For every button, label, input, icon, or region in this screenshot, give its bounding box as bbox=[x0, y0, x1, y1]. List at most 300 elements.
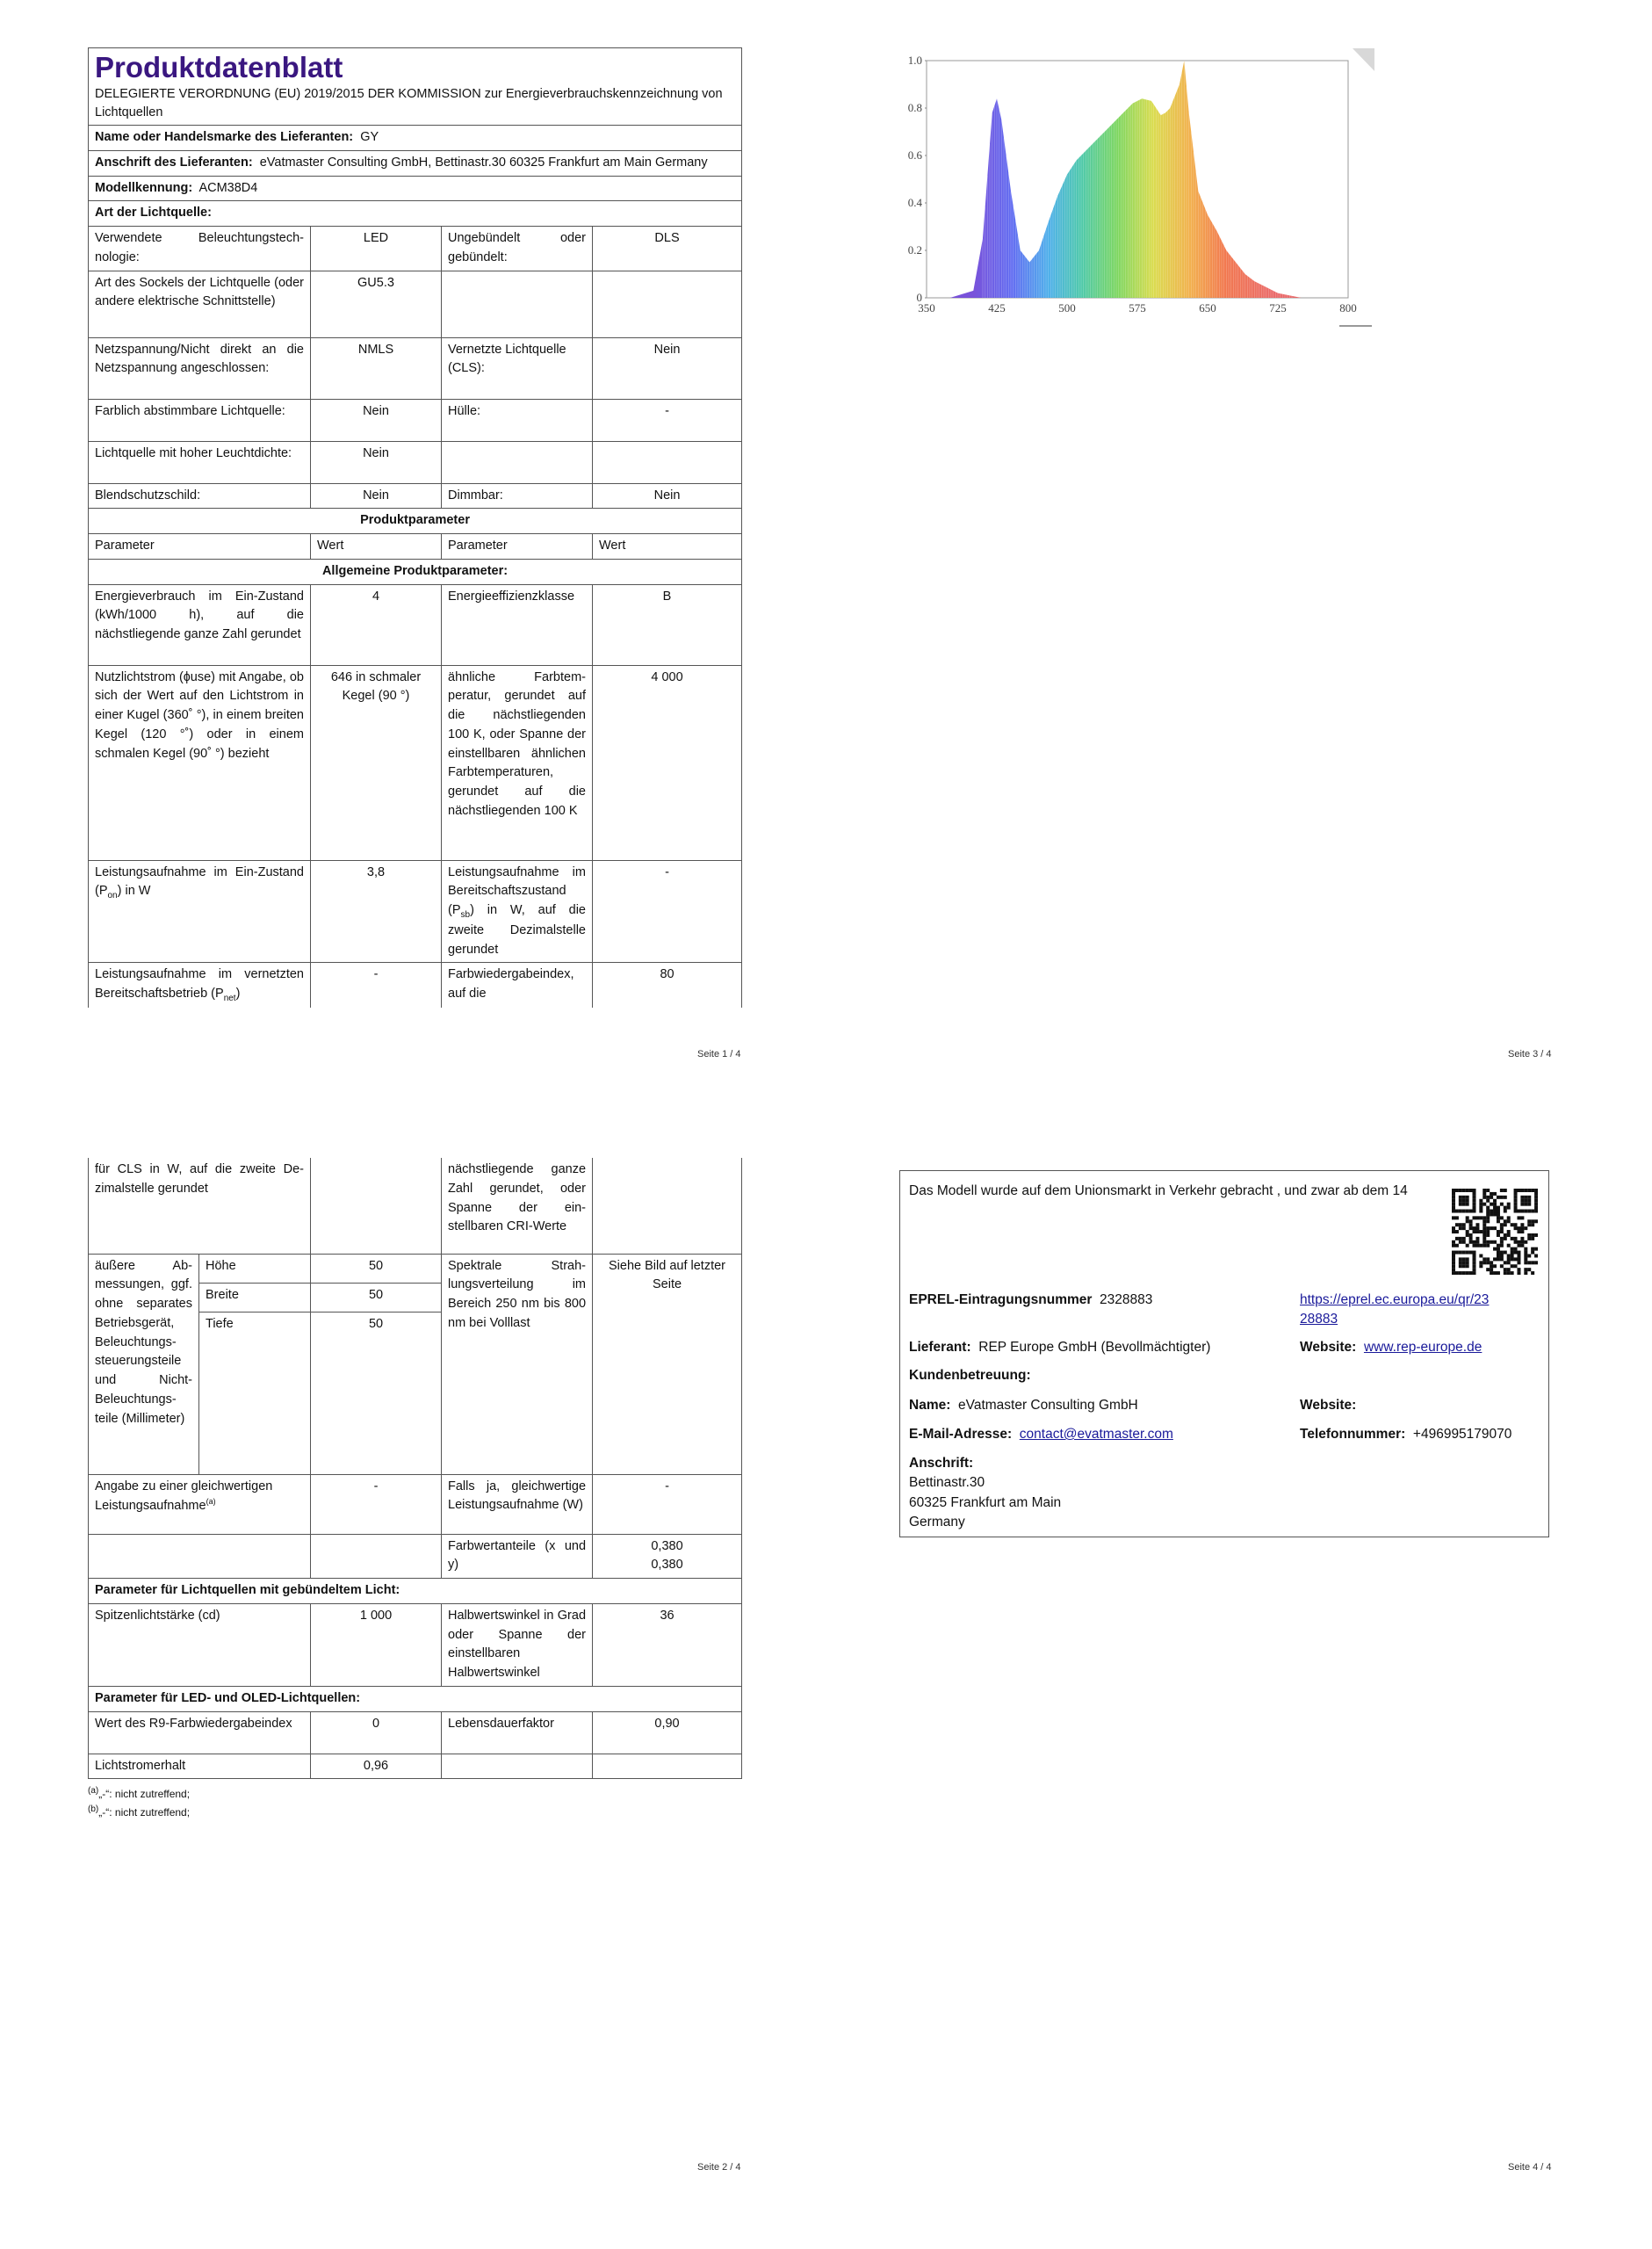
qr-module bbox=[1475, 1240, 1479, 1244]
qr-module bbox=[1486, 1257, 1490, 1261]
qr-module bbox=[1486, 1189, 1490, 1192]
qr-module bbox=[1493, 1203, 1497, 1206]
qr-module bbox=[1514, 1196, 1518, 1199]
email-label: E-Mail-Adresse: bbox=[909, 1427, 1013, 1442]
qr-module bbox=[1486, 1226, 1490, 1230]
qr-module bbox=[1517, 1254, 1520, 1257]
qr-module bbox=[1507, 1261, 1511, 1264]
qr-module bbox=[1490, 1203, 1493, 1206]
qr-module bbox=[1497, 1216, 1500, 1219]
x-tick-label: 425 bbox=[988, 301, 1006, 315]
row-param bbox=[442, 271, 593, 337]
qr-module bbox=[1452, 1196, 1455, 1199]
qr-module bbox=[1534, 1219, 1538, 1223]
qr-module bbox=[1514, 1240, 1518, 1244]
qr-module bbox=[1475, 1223, 1479, 1226]
qr-module bbox=[1531, 1237, 1534, 1240]
qr-module bbox=[1514, 1251, 1518, 1255]
row-param: Verwendete Beleuchtungstechnologie: bbox=[89, 227, 311, 271]
qr-module bbox=[1452, 1203, 1455, 1206]
equivalent-power-param bbox=[89, 1474, 311, 1534]
qr-module bbox=[1473, 1196, 1476, 1199]
qr-module bbox=[1482, 1233, 1486, 1237]
y-tick-label: 0 bbox=[916, 291, 922, 304]
qr-module bbox=[1473, 1264, 1476, 1268]
qr-module bbox=[1466, 1219, 1469, 1223]
qr-module bbox=[1452, 1251, 1455, 1255]
qr-module bbox=[1452, 1226, 1455, 1230]
chromaticity-param: Farbwertanteile (x und y) bbox=[442, 1534, 593, 1579]
qr-module bbox=[1520, 1196, 1524, 1199]
survival-factor-value: 0,90 bbox=[593, 1711, 742, 1754]
qr-module bbox=[1514, 1237, 1518, 1240]
row-value: Nein bbox=[593, 337, 742, 399]
row-value bbox=[593, 441, 742, 483]
qr-module bbox=[1482, 1192, 1486, 1196]
row-param: Netzspannung/Nicht direkt an die Netzspannung angeschlossen: bbox=[89, 337, 311, 399]
qr-module bbox=[1459, 1199, 1462, 1203]
qr-module bbox=[1482, 1196, 1486, 1199]
customer-service-label: Kundenbetreuung: bbox=[909, 1368, 1031, 1383]
dimension-name: Höhe bbox=[199, 1254, 311, 1283]
name-label: Name: bbox=[909, 1398, 951, 1413]
qr-module bbox=[1479, 1206, 1482, 1210]
qr-module bbox=[1452, 1206, 1455, 1210]
qr-module bbox=[1466, 1261, 1469, 1264]
qr-module bbox=[1459, 1210, 1462, 1213]
qr-module bbox=[1524, 1240, 1527, 1244]
product-datasheet-table-1 bbox=[88, 47, 742, 1008]
empty-cell bbox=[442, 1754, 593, 1779]
qr-module bbox=[1517, 1210, 1520, 1213]
qr-module bbox=[1452, 1192, 1455, 1196]
qr-module bbox=[1497, 1230, 1500, 1233]
qr-module bbox=[1531, 1210, 1534, 1213]
qr-module bbox=[1473, 1244, 1476, 1247]
peak-intensity-param: Spitzenlichtstärke (cd) bbox=[89, 1603, 311, 1686]
power-standby-param bbox=[442, 860, 593, 963]
qr-module bbox=[1469, 1237, 1473, 1240]
qr-module bbox=[1520, 1240, 1524, 1244]
qr-module bbox=[1482, 1223, 1486, 1226]
qr-module bbox=[1500, 1237, 1504, 1240]
qr-module bbox=[1479, 1203, 1482, 1206]
qr-module bbox=[1459, 1237, 1462, 1240]
page-number-3: Seite 3 / 4 bbox=[1508, 1049, 1552, 1059]
page-number-2: Seite 2 / 4 bbox=[697, 2162, 741, 2173]
qr-module bbox=[1524, 1254, 1527, 1257]
qr-module bbox=[1524, 1251, 1527, 1255]
qr-module bbox=[1452, 1189, 1455, 1192]
qr-module bbox=[1490, 1261, 1493, 1264]
qr-module bbox=[1482, 1257, 1486, 1261]
qr-module bbox=[1500, 1223, 1504, 1226]
qr-module bbox=[1507, 1257, 1511, 1261]
qr-module bbox=[1486, 1210, 1490, 1213]
qr-module bbox=[1497, 1210, 1500, 1213]
row-value: DLS bbox=[593, 227, 742, 271]
qr-module bbox=[1479, 1230, 1482, 1233]
qr-module bbox=[1527, 1254, 1531, 1257]
qr-module bbox=[1469, 1189, 1473, 1192]
qr-module bbox=[1507, 1254, 1511, 1257]
qr-module bbox=[1493, 1247, 1497, 1251]
qr-module bbox=[1462, 1189, 1466, 1192]
qr-module bbox=[1534, 1254, 1538, 1257]
row-param: Farblich abstimmbare Lichtquelle: bbox=[89, 399, 311, 441]
power-standby-text: Leistungsaufnahme im Bereitschaftszustand (P bbox=[448, 864, 586, 918]
name-value: eVatmaster Consulting GmbH bbox=[958, 1398, 1138, 1413]
qr-module bbox=[1497, 1251, 1500, 1255]
qr-module bbox=[1514, 1223, 1518, 1226]
row-param bbox=[442, 441, 593, 483]
qr-module bbox=[1520, 1203, 1524, 1206]
qr-module bbox=[1493, 1264, 1497, 1268]
qr-module bbox=[1466, 1216, 1469, 1219]
footnote-b bbox=[88, 1803, 742, 1821]
power-standby-sub: sb bbox=[460, 909, 471, 920]
spectral-distribution-chart bbox=[896, 47, 1374, 328]
qr-module bbox=[1482, 1189, 1486, 1192]
qr-module bbox=[1534, 1196, 1538, 1199]
qr-module bbox=[1504, 1271, 1507, 1275]
qr-module bbox=[1452, 1216, 1455, 1219]
qr-module bbox=[1482, 1216, 1486, 1219]
qr-module bbox=[1520, 1216, 1524, 1219]
website-label: Website: bbox=[1300, 1340, 1357, 1355]
qr-module bbox=[1479, 1264, 1482, 1268]
qr-module bbox=[1479, 1261, 1482, 1264]
qr-module bbox=[1482, 1237, 1486, 1240]
qr-module bbox=[1511, 1237, 1514, 1240]
row-value: Nein bbox=[311, 483, 442, 509]
light-source-type-label: Art der Lichtquelle: bbox=[89, 201, 742, 227]
qr-module bbox=[1527, 1233, 1531, 1237]
qr-module bbox=[1531, 1233, 1534, 1237]
qr-module bbox=[1504, 1237, 1507, 1240]
equivalent-power-if-value: - bbox=[593, 1474, 742, 1534]
row-param: Vernetzte Lichtquelle (CLS): bbox=[442, 337, 593, 399]
address-block bbox=[909, 1454, 1061, 1533]
energy-consumption-value: 4 bbox=[311, 584, 442, 665]
qr-module bbox=[1462, 1210, 1466, 1213]
qr-module bbox=[1466, 1271, 1469, 1275]
qr-module bbox=[1524, 1261, 1527, 1264]
qr-module bbox=[1514, 1192, 1518, 1196]
qr-module bbox=[1497, 1247, 1500, 1251]
qr-module bbox=[1473, 1216, 1476, 1219]
qr-module bbox=[1524, 1257, 1527, 1261]
general-params-header: Allgemeine Produktparameter: bbox=[89, 559, 742, 584]
empty-cell bbox=[311, 1534, 442, 1579]
qr-module bbox=[1473, 1251, 1476, 1255]
qr-module bbox=[1514, 1264, 1518, 1268]
qr-module bbox=[1531, 1219, 1534, 1223]
qr-module bbox=[1517, 1261, 1520, 1264]
qr-module bbox=[1452, 1254, 1455, 1257]
qr-module bbox=[1531, 1251, 1534, 1255]
col-header-param: Parameter bbox=[89, 534, 311, 560]
qr-module bbox=[1514, 1189, 1518, 1192]
qr-module bbox=[1452, 1240, 1455, 1244]
qr-module bbox=[1452, 1244, 1455, 1247]
qr-module bbox=[1473, 1203, 1476, 1206]
power-net-param bbox=[89, 963, 311, 1008]
qr-module bbox=[1482, 1244, 1486, 1247]
survival-factor-param: Lebensdauerfaktor bbox=[442, 1711, 593, 1754]
qr-module bbox=[1462, 1226, 1466, 1230]
qr-module bbox=[1504, 1268, 1507, 1271]
model-label: Modellkennung: bbox=[95, 180, 193, 195]
qr-module bbox=[1462, 1199, 1466, 1203]
lumen-maintenance-param: Lichtstromerhalt bbox=[89, 1754, 311, 1779]
qr-module bbox=[1482, 1203, 1486, 1206]
qr-module bbox=[1520, 1210, 1524, 1213]
page-title: Produktdatenblatt bbox=[95, 51, 343, 83]
qr-module bbox=[1482, 1219, 1486, 1223]
qr-module bbox=[1466, 1189, 1469, 1192]
dimensions-label: äußere Abmessungen, ggf. ohne separates Betriebsgerät, Beleuchtungssteuerungsteile und Nicht-Beleuchtungsteile (Millimeter) bbox=[89, 1254, 199, 1474]
address-line: Germany bbox=[909, 1515, 965, 1530]
qr-module bbox=[1490, 1210, 1493, 1213]
qr-module bbox=[1466, 1257, 1469, 1261]
qr-module bbox=[1455, 1237, 1459, 1240]
qr-module bbox=[1534, 1199, 1538, 1203]
row-param: Hülle: bbox=[442, 399, 593, 441]
address-line: 60325 Frankfurt am Main bbox=[909, 1494, 1062, 1510]
qr-module bbox=[1524, 1271, 1527, 1275]
product-datasheet-table-2 bbox=[88, 1158, 742, 1779]
qr-module bbox=[1534, 1233, 1538, 1237]
energy-class-param: Energieeffizienzklasse bbox=[442, 584, 593, 665]
qr-module bbox=[1497, 1257, 1500, 1261]
qr-module bbox=[1534, 1206, 1538, 1210]
qr-module bbox=[1486, 1233, 1490, 1237]
qr-module bbox=[1473, 1254, 1476, 1257]
supplier-name-label: Name oder Handelsmarke des Lieferanten: bbox=[95, 130, 354, 145]
row-value: - bbox=[593, 399, 742, 441]
qr-module bbox=[1475, 1237, 1479, 1240]
qr-module bbox=[1514, 1226, 1518, 1230]
page-corner-fold bbox=[1353, 48, 1374, 75]
r9-value: 0 bbox=[311, 1711, 442, 1754]
qr-module bbox=[1500, 1244, 1504, 1247]
empty-cell bbox=[311, 1158, 442, 1254]
qr-module bbox=[1500, 1216, 1504, 1219]
qr-module bbox=[1497, 1244, 1500, 1247]
product-params-header: Produktparameter bbox=[89, 509, 742, 534]
qr-module bbox=[1452, 1261, 1455, 1264]
qr-module bbox=[1466, 1251, 1469, 1255]
dimension-value: 50 bbox=[311, 1283, 442, 1312]
dimension-name: Tiefe bbox=[199, 1312, 311, 1474]
qr-module bbox=[1531, 1247, 1534, 1251]
qr-module bbox=[1459, 1223, 1462, 1226]
qr-module bbox=[1479, 1199, 1482, 1203]
beam-angle-param: Halbwertswinkel in Grad oder Spanne der einstellbaren Halbwertswinkel bbox=[442, 1603, 593, 1686]
qr-module bbox=[1479, 1254, 1482, 1257]
qr-module bbox=[1486, 1199, 1490, 1203]
qr-module bbox=[1514, 1203, 1518, 1206]
eprel-link-line1[interactable]: https://eprel.ec.europa.eu/qr/23 bbox=[1300, 1292, 1490, 1307]
eprel-link-line2[interactable]: 28883 bbox=[1300, 1312, 1338, 1327]
qr-module bbox=[1531, 1189, 1534, 1192]
qr-module bbox=[1462, 1240, 1466, 1244]
qr-module bbox=[1500, 1230, 1504, 1233]
qr-module bbox=[1459, 1251, 1462, 1255]
row-value: LED bbox=[311, 227, 442, 271]
qr-module bbox=[1462, 1203, 1466, 1206]
qr-module bbox=[1497, 1254, 1500, 1257]
qr-module bbox=[1475, 1216, 1479, 1219]
qr-module bbox=[1534, 1210, 1538, 1213]
qr-module bbox=[1486, 1216, 1490, 1219]
qr-module bbox=[1473, 1230, 1476, 1233]
row-param: Dimmbar: bbox=[442, 483, 593, 509]
qr-module bbox=[1482, 1230, 1486, 1233]
qr-module bbox=[1462, 1257, 1466, 1261]
cri-value: 80 bbox=[593, 963, 742, 1008]
qr-module bbox=[1514, 1210, 1518, 1213]
qr-module bbox=[1524, 1203, 1527, 1206]
dimension-name: Breite bbox=[199, 1283, 311, 1312]
qr-module bbox=[1459, 1271, 1462, 1275]
qr-module bbox=[1527, 1223, 1531, 1226]
qr-module bbox=[1507, 1203, 1511, 1206]
qr-module bbox=[1500, 1257, 1504, 1261]
qr-module bbox=[1455, 1223, 1459, 1226]
qr-module bbox=[1473, 1257, 1476, 1261]
qr-module bbox=[1486, 1219, 1490, 1223]
x-tick-label: 725 bbox=[1269, 301, 1287, 315]
qr-module bbox=[1500, 1264, 1504, 1268]
qr-module bbox=[1507, 1216, 1511, 1219]
y-tick-label: 0.6 bbox=[907, 148, 922, 162]
qr-module bbox=[1469, 1233, 1473, 1237]
beam-angle-value: 36 bbox=[593, 1603, 742, 1686]
eprel-value: 2328883 bbox=[1100, 1292, 1153, 1307]
qr-module bbox=[1500, 1203, 1504, 1206]
qr-module bbox=[1490, 1264, 1493, 1268]
qr-module bbox=[1466, 1210, 1469, 1213]
qr-module bbox=[1517, 1240, 1520, 1244]
qr-module bbox=[1490, 1268, 1493, 1271]
eprel-link[interactable] bbox=[1300, 1292, 1489, 1327]
qr-module bbox=[1459, 1203, 1462, 1206]
empty-cell bbox=[593, 1158, 742, 1254]
email-link[interactable]: contact@evatmaster.com bbox=[1019, 1427, 1173, 1442]
row-value: Nein bbox=[593, 483, 742, 509]
equivalent-power-if-param: Falls ja, gleichwertige Leistungsaufnahme (W) bbox=[442, 1474, 593, 1534]
qr-module bbox=[1490, 1192, 1493, 1196]
qr-module bbox=[1507, 1268, 1511, 1271]
qr-module bbox=[1527, 1189, 1531, 1192]
address-label: Anschrift: bbox=[909, 1456, 974, 1471]
qr-module bbox=[1507, 1271, 1511, 1275]
qr-module bbox=[1482, 1240, 1486, 1244]
qr-module bbox=[1473, 1240, 1476, 1244]
qr-module bbox=[1524, 1210, 1527, 1213]
supplier-value: REP Europe GmbH (Bevollmächtigter) bbox=[978, 1340, 1211, 1355]
qr-module bbox=[1500, 1226, 1504, 1230]
qr-module bbox=[1473, 1206, 1476, 1210]
regulation-text: DELEGIERTE VERORDNUNG (EU) 2019/2015 DER KOMMISSION zur Energieverbrauchskennzeichnung von Lichtquellen bbox=[95, 86, 723, 120]
qr-module bbox=[1493, 1226, 1497, 1230]
energy-consumption-param: Energieverbrauch im Ein-Zustand (kWh/1000 h), auf die nächstliegende ganze Zahl gerundet bbox=[89, 584, 311, 665]
qr-module bbox=[1497, 1212, 1500, 1216]
qr-module bbox=[1469, 1219, 1473, 1223]
footnotes bbox=[88, 1784, 742, 1821]
qr-module bbox=[1504, 1251, 1507, 1255]
qr-module bbox=[1466, 1196, 1469, 1199]
qr-module bbox=[1511, 1271, 1514, 1275]
website-link[interactable]: www.rep-europe.de bbox=[1363, 1340, 1482, 1355]
qr-module bbox=[1520, 1226, 1524, 1230]
qr-module bbox=[1452, 1199, 1455, 1203]
qr-module bbox=[1452, 1271, 1455, 1275]
row-param: Blendschutzschild: bbox=[89, 483, 311, 509]
qr-module bbox=[1462, 1264, 1466, 1268]
qr-module bbox=[1527, 1219, 1531, 1223]
qr-module bbox=[1486, 1206, 1490, 1210]
qr-module bbox=[1531, 1271, 1534, 1275]
qr-module bbox=[1504, 1189, 1507, 1192]
qr-module bbox=[1524, 1189, 1527, 1192]
qr-module bbox=[1527, 1210, 1531, 1213]
qr-module bbox=[1514, 1206, 1518, 1210]
spectral-param: Spektrale Strahlungsverteilung im Bereich 250 nm bis 800 nm bei Volllast bbox=[442, 1254, 593, 1474]
qr-module bbox=[1534, 1203, 1538, 1206]
qr-module bbox=[1452, 1230, 1455, 1233]
qr-module bbox=[1452, 1264, 1455, 1268]
peak-intensity-value: 1 000 bbox=[311, 1603, 442, 1686]
qr-module bbox=[1473, 1261, 1476, 1264]
qr-module bbox=[1482, 1261, 1486, 1264]
qr-module bbox=[1486, 1196, 1490, 1199]
qr-module bbox=[1486, 1212, 1490, 1216]
power-on-value: 3,8 bbox=[311, 860, 442, 963]
qr-module bbox=[1520, 1237, 1524, 1240]
qr-module bbox=[1486, 1268, 1490, 1271]
qr-module bbox=[1527, 1203, 1531, 1206]
qr-code-icon[interactable] bbox=[1452, 1189, 1538, 1275]
qr-module bbox=[1479, 1210, 1482, 1213]
cri-param-cont: nächstliegende ganze Zahl gerundet, oder Spanne der einstellbaren CRI-Werte bbox=[442, 1158, 593, 1254]
qr-module bbox=[1534, 1192, 1538, 1196]
qr-module bbox=[1490, 1196, 1493, 1199]
qr-module bbox=[1517, 1216, 1520, 1219]
phone-value: +496995179070 bbox=[1412, 1427, 1512, 1442]
qr-module bbox=[1511, 1251, 1514, 1255]
qr-module bbox=[1452, 1257, 1455, 1261]
power-net-text: Leistungsaufnahme im vernetzten Bereitschaftsbetrieb (P bbox=[95, 967, 304, 1002]
footnote-ref: (a) bbox=[206, 1497, 216, 1507]
qr-module bbox=[1517, 1257, 1520, 1261]
luminous-flux-value: 646 in schmaler Kegel (90 °) bbox=[311, 665, 442, 860]
qr-module bbox=[1466, 1264, 1469, 1268]
row-value: NMLS bbox=[311, 337, 442, 399]
qr-module bbox=[1497, 1219, 1500, 1223]
qr-module bbox=[1455, 1271, 1459, 1275]
qr-module bbox=[1497, 1206, 1500, 1210]
footnote-a bbox=[88, 1784, 742, 1803]
qr-module bbox=[1524, 1247, 1527, 1251]
qr-module bbox=[1504, 1261, 1507, 1264]
x-tick-label: 800 bbox=[1339, 301, 1357, 315]
qr-module bbox=[1493, 1192, 1497, 1196]
row-param: Art des Sockels der Lichtquelle (oder andere elektrische Schnittstelle) bbox=[89, 271, 311, 337]
qr-module bbox=[1507, 1244, 1511, 1247]
